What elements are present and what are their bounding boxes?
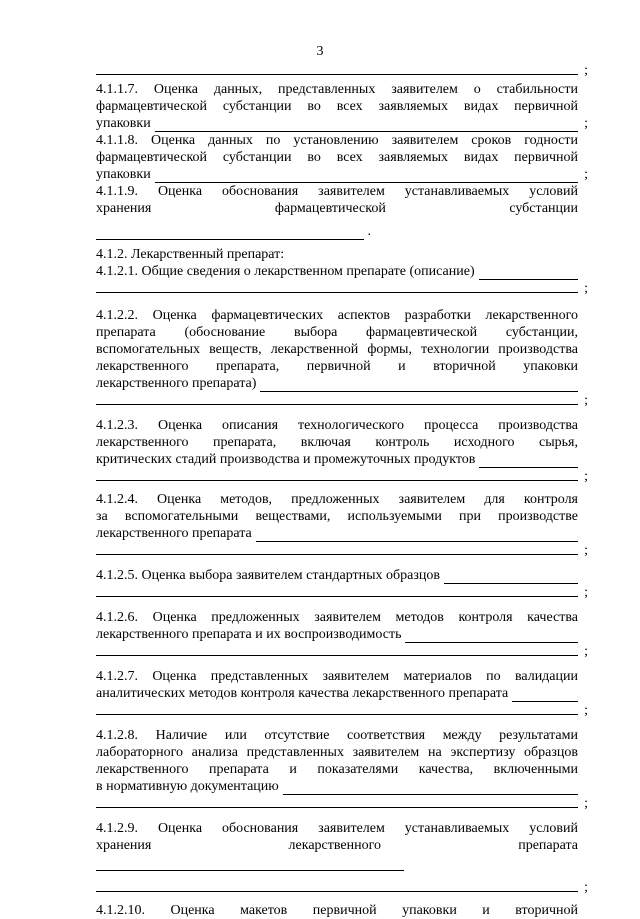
section-4124 — [96, 491, 588, 559]
text-line: фармацевтической субстанции во всех заявляемых видах первичной — [96, 99, 578, 114]
fill-underline — [96, 795, 578, 808]
fill-underline — [96, 584, 578, 597]
document-body — [96, 62, 588, 919]
fill-underline — [256, 529, 578, 542]
text-fragment: лекарственного препарата и их воспроизводимость — [96, 627, 402, 642]
blank-line — [96, 62, 588, 79]
fill-line — [96, 685, 578, 702]
text-line: 4.1.2.9. Оценка обоснования заявителем устанавливаемых условий — [96, 821, 578, 836]
semicolon: ; — [584, 543, 588, 558]
fill-underline — [405, 630, 578, 643]
semicolon: ; — [584, 585, 588, 600]
text-line: 4.1.2.10. Оценка макетов первичной упаковки и вторичной — [96, 903, 578, 918]
page-number: 3 — [316, 44, 324, 59]
fill-underline — [96, 702, 578, 715]
text-line: 4.1.2.3. Оценка описания технологического процесса производства — [96, 418, 578, 433]
text-line: препарата (обоснование выбора фармацевтической субстанции, — [96, 325, 578, 340]
fill-underline — [155, 170, 578, 183]
blank-line — [96, 280, 588, 297]
text-line: фармацевтической субстанции во всех заявляемых видах первичной — [96, 150, 578, 165]
fill-underline — [283, 782, 578, 795]
section-4121 — [96, 263, 588, 297]
section-4118 — [96, 132, 588, 183]
fill-line — [96, 166, 588, 183]
fill-line — [96, 451, 578, 468]
text-line: лекарственного препарата, первичной и вторичной упаковки — [96, 359, 578, 374]
text-fragment: аналитических методов контроля качества лекарственного препарата — [96, 686, 509, 701]
fill-underline — [96, 280, 578, 293]
fill-line — [96, 626, 578, 643]
text-fragment: упаковки — [96, 116, 151, 131]
fill-line — [96, 525, 578, 542]
section-4126 — [96, 609, 588, 660]
blank-line — [96, 858, 578, 875]
fill-line — [96, 115, 588, 132]
blank-line — [96, 468, 588, 485]
fill-underline — [444, 571, 578, 584]
semicolon: ; — [584, 796, 588, 811]
text-line: лабораторного анализа представленных заявителем на экспертизу образцов — [96, 745, 578, 760]
section-4119 — [96, 183, 578, 240]
blank-line — [96, 542, 588, 559]
semicolon: ; — [584, 880, 588, 895]
fill-underline — [96, 542, 578, 555]
text-line: хранения фармацевтической субстанции — [96, 201, 578, 216]
fill-line — [96, 778, 578, 795]
fill-underline — [479, 267, 578, 280]
fill-underline — [479, 455, 578, 468]
text-line: лекарственного препарата и показателями качества, включенными — [96, 762, 578, 777]
fill-line — [96, 375, 578, 392]
text-line: 4.1.2.8. Наличие или отсутствие соответствия между результатами — [96, 728, 578, 743]
text-line: вспомогательных веществ, лекарственной формы, технологии производства — [96, 342, 578, 357]
semicolon: ; — [584, 167, 588, 182]
blank-line — [96, 702, 588, 719]
text-line: 4.1.1.8. Оценка данных по установлению заявителем сроков годности — [96, 133, 578, 148]
text-line: 4.1.2.6. Оценка предложенных заявителем методов контроля качества — [96, 610, 578, 625]
text-fragment: 4.1.2.1. Общие сведения о лекарственном препарате (описание) — [96, 264, 475, 279]
fill-line — [96, 567, 578, 584]
section-4123 — [96, 417, 588, 485]
text-fragment: упаковки — [96, 167, 151, 182]
blank-line — [96, 879, 588, 896]
text-line: 4.1.2.4. Оценка методов, предложенных заявителем для контроля — [96, 492, 578, 507]
section-4122 — [96, 307, 588, 409]
blank-line — [96, 392, 588, 409]
fill-underline — [96, 62, 578, 75]
blank-line — [96, 584, 588, 601]
section-4129 — [96, 820, 588, 896]
blank-line — [96, 795, 588, 812]
text-fragment: лекарственного препарата — [96, 526, 252, 541]
section-4127 — [96, 668, 588, 719]
semicolon: ; — [584, 469, 588, 484]
semicolon: ; — [584, 63, 588, 78]
section-4125 — [96, 567, 588, 601]
fill-underline — [512, 689, 578, 702]
text-line: лекарственного препарата, включая контроль исходного сырья, — [96, 435, 578, 450]
text-fragment: лекарственного препарата) — [96, 376, 257, 391]
semicolon: ; — [584, 281, 588, 296]
fill-underline — [96, 858, 404, 871]
fill-underline — [155, 119, 578, 132]
fill-line — [96, 223, 578, 240]
section-4117 — [96, 81, 588, 132]
fill-underline — [260, 379, 578, 392]
semicolon: ; — [584, 703, 588, 718]
semicolon: ; — [584, 116, 588, 131]
fill-underline — [96, 643, 578, 656]
text-line: 4.1.2.7. Оценка представленных заявителем материалов по валидации — [96, 669, 578, 684]
semicolon: ; — [584, 644, 588, 659]
blank-line — [96, 643, 588, 660]
fill-underline — [96, 879, 578, 892]
text-fragment: 4.1.2.5. Оценка выбора заявителем стандартных образцов — [96, 568, 440, 583]
period: . — [367, 224, 371, 239]
fill-underline — [96, 227, 364, 240]
fill-underline — [96, 468, 578, 481]
text-line: 4.1.1.7. Оценка данных, представленных заявителем о стабильности — [96, 82, 578, 97]
text-fragment: в нормативную документацию — [96, 779, 279, 794]
fill-underline — [96, 392, 578, 405]
semicolon: ; — [584, 393, 588, 408]
text-fragment: критических стадий производства и промежуточных продуктов — [96, 452, 476, 467]
text-line: 4.1.1.9. Оценка обоснования заявителем устанавливаемых условий — [96, 184, 578, 199]
text-line: за вспомогательными веществами, используемыми при производстве — [96, 509, 578, 524]
section-4128 — [96, 727, 588, 812]
fill-line — [96, 263, 578, 280]
section-heading-412: 4.1.2. Лекарственный препарат: — [96, 247, 285, 262]
text-line: 4.1.2.2. Оценка фармацевтических аспектов разработки лекарственного — [96, 308, 578, 323]
text-line: хранения лекарственного препарата — [96, 838, 578, 853]
